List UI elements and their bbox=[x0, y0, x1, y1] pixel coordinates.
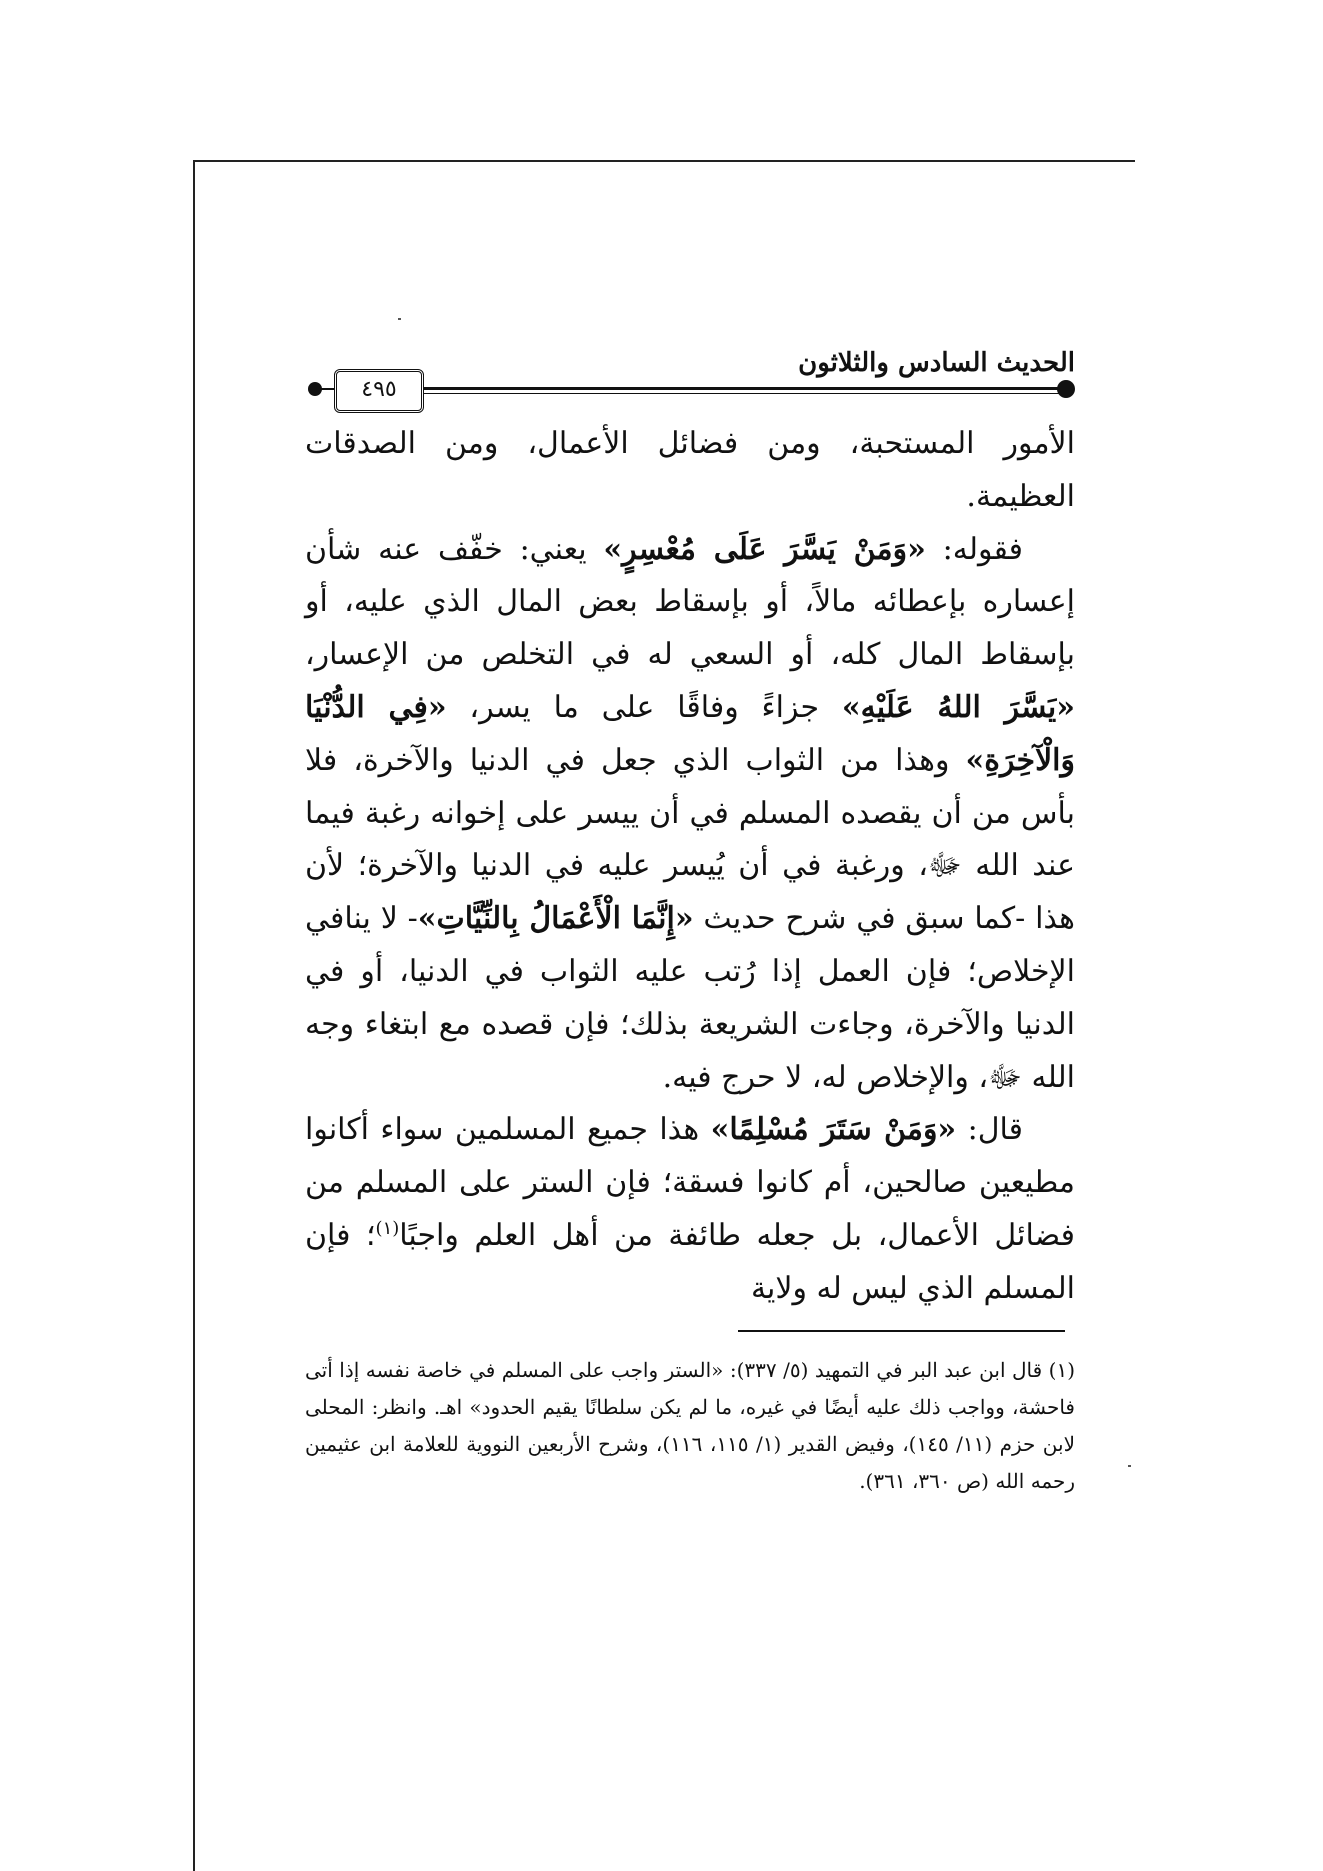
hadith-quote: «فِي الدُّنْيَا وَالْآخِرَةِ» bbox=[305, 689, 1075, 778]
paragraph-2 bbox=[305, 524, 1075, 1105]
text-run: فقوله: bbox=[925, 531, 1023, 567]
footnote-rule bbox=[738, 1330, 1065, 1332]
paragraph-1: الأمور المستحبة، ومن فضائل الأعمال، ومن الصدقات العظيمة. bbox=[305, 426, 1075, 514]
text-run: هذا جميع المسلمين سواء أكانوا مطيعين صالحين، أم كانوا فسقة؛ فإن الستر على المسلم من فضائل الأعمال، بل جعله طائفة من أهل العلم واجبًا bbox=[305, 1112, 1075, 1253]
crop-line-top bbox=[193, 160, 1135, 162]
hadith-quote: «يَسَّرَ اللهُ عَلَيْهِ» bbox=[841, 689, 1075, 725]
text-run: جزاءً وفاقًا على ما يسر، bbox=[446, 689, 842, 725]
chapter-title: الحديث السادس والثلاثون bbox=[798, 348, 1075, 378]
ornament-dot-icon bbox=[308, 382, 322, 396]
page-number: ٤٩٥ bbox=[334, 369, 424, 413]
scan-speck bbox=[1128, 1465, 1131, 1467]
footnote-1: (١) قال ابن عبد البر في التمهيد (٥/ ٣٣٧): «الستر واجب على المسلم في خاصة نفسه إذا أتى فاحشة، وواجب ذلك عليه أيضًا في غيره، ما لم يكن سلطانًا يقيم الحدود» اهـ. وانظر: المحلى لابن حزم (١١/ ١٤٥)، وفيض القدير (١/ ١١٥، ١١٦)، وشرح الأربعين النووية للعلامة ابن عثيمين رحمه الله (ص ٣٦٠، ٣٦١). bbox=[305, 1358, 1076, 1493]
main-text bbox=[305, 418, 1075, 1316]
footnote-reference[interactable]: (١) bbox=[375, 1217, 400, 1239]
scan-speck bbox=[398, 318, 401, 320]
header-rule bbox=[412, 387, 1067, 390]
crop-line-left bbox=[193, 160, 195, 1871]
header-rule-thin bbox=[412, 393, 1067, 394]
hadith-quote: «إِنَّمَا الْأَعْمَالُ بِالنِّيَّاتِ» bbox=[417, 901, 694, 937]
ornament-dot-icon bbox=[1057, 380, 1075, 398]
text-run: وهذا من الثواب الذي جعل في الدنيا والآخرة، فلا بأس من أن يقصده المسلم في أن ييسر على إخوانه رغبة فيما عند الله ﷻ، ورغبة في أن يُيسر عليه في الدنيا والآخرة؛ لأن هذا -كما سبق في شرح حديث bbox=[305, 742, 1075, 937]
text-run: يعني: خفّف عنه شأن إعساره بإعطائه مالاً، أو بإسقاط بعض المال الذي عليه، أو بإسقاط المال كله، أو السعي له في التخلص من الإعسار، bbox=[305, 531, 1075, 673]
hadith-quote: «وَمَنْ يَسَّرَ عَلَى مُعْسِرٍ» bbox=[603, 531, 926, 567]
text-run: قال: bbox=[956, 1112, 1023, 1148]
footnotes bbox=[305, 1352, 1075, 1500]
text-run: - لا ينافي الإخلاص؛ فإن العمل إذا رُتب عليه الثواب في الدنيا، أو في الدنيا والآخرة، وجاءت الشريعة بذلك؛ فإن قصده مع ابتغاء وجه الله ﷻ، والإخلاص له، لا حرج فيه. bbox=[305, 901, 1075, 1095]
text-run: ؛ فإن المسلم الذي ليس له ولاية bbox=[305, 1217, 1075, 1306]
paragraph-3 bbox=[305, 1104, 1075, 1315]
hadith-quote: «وَمَنْ سَتَرَ مُسْلِمًا» bbox=[710, 1112, 957, 1148]
running-header bbox=[300, 345, 1075, 415]
